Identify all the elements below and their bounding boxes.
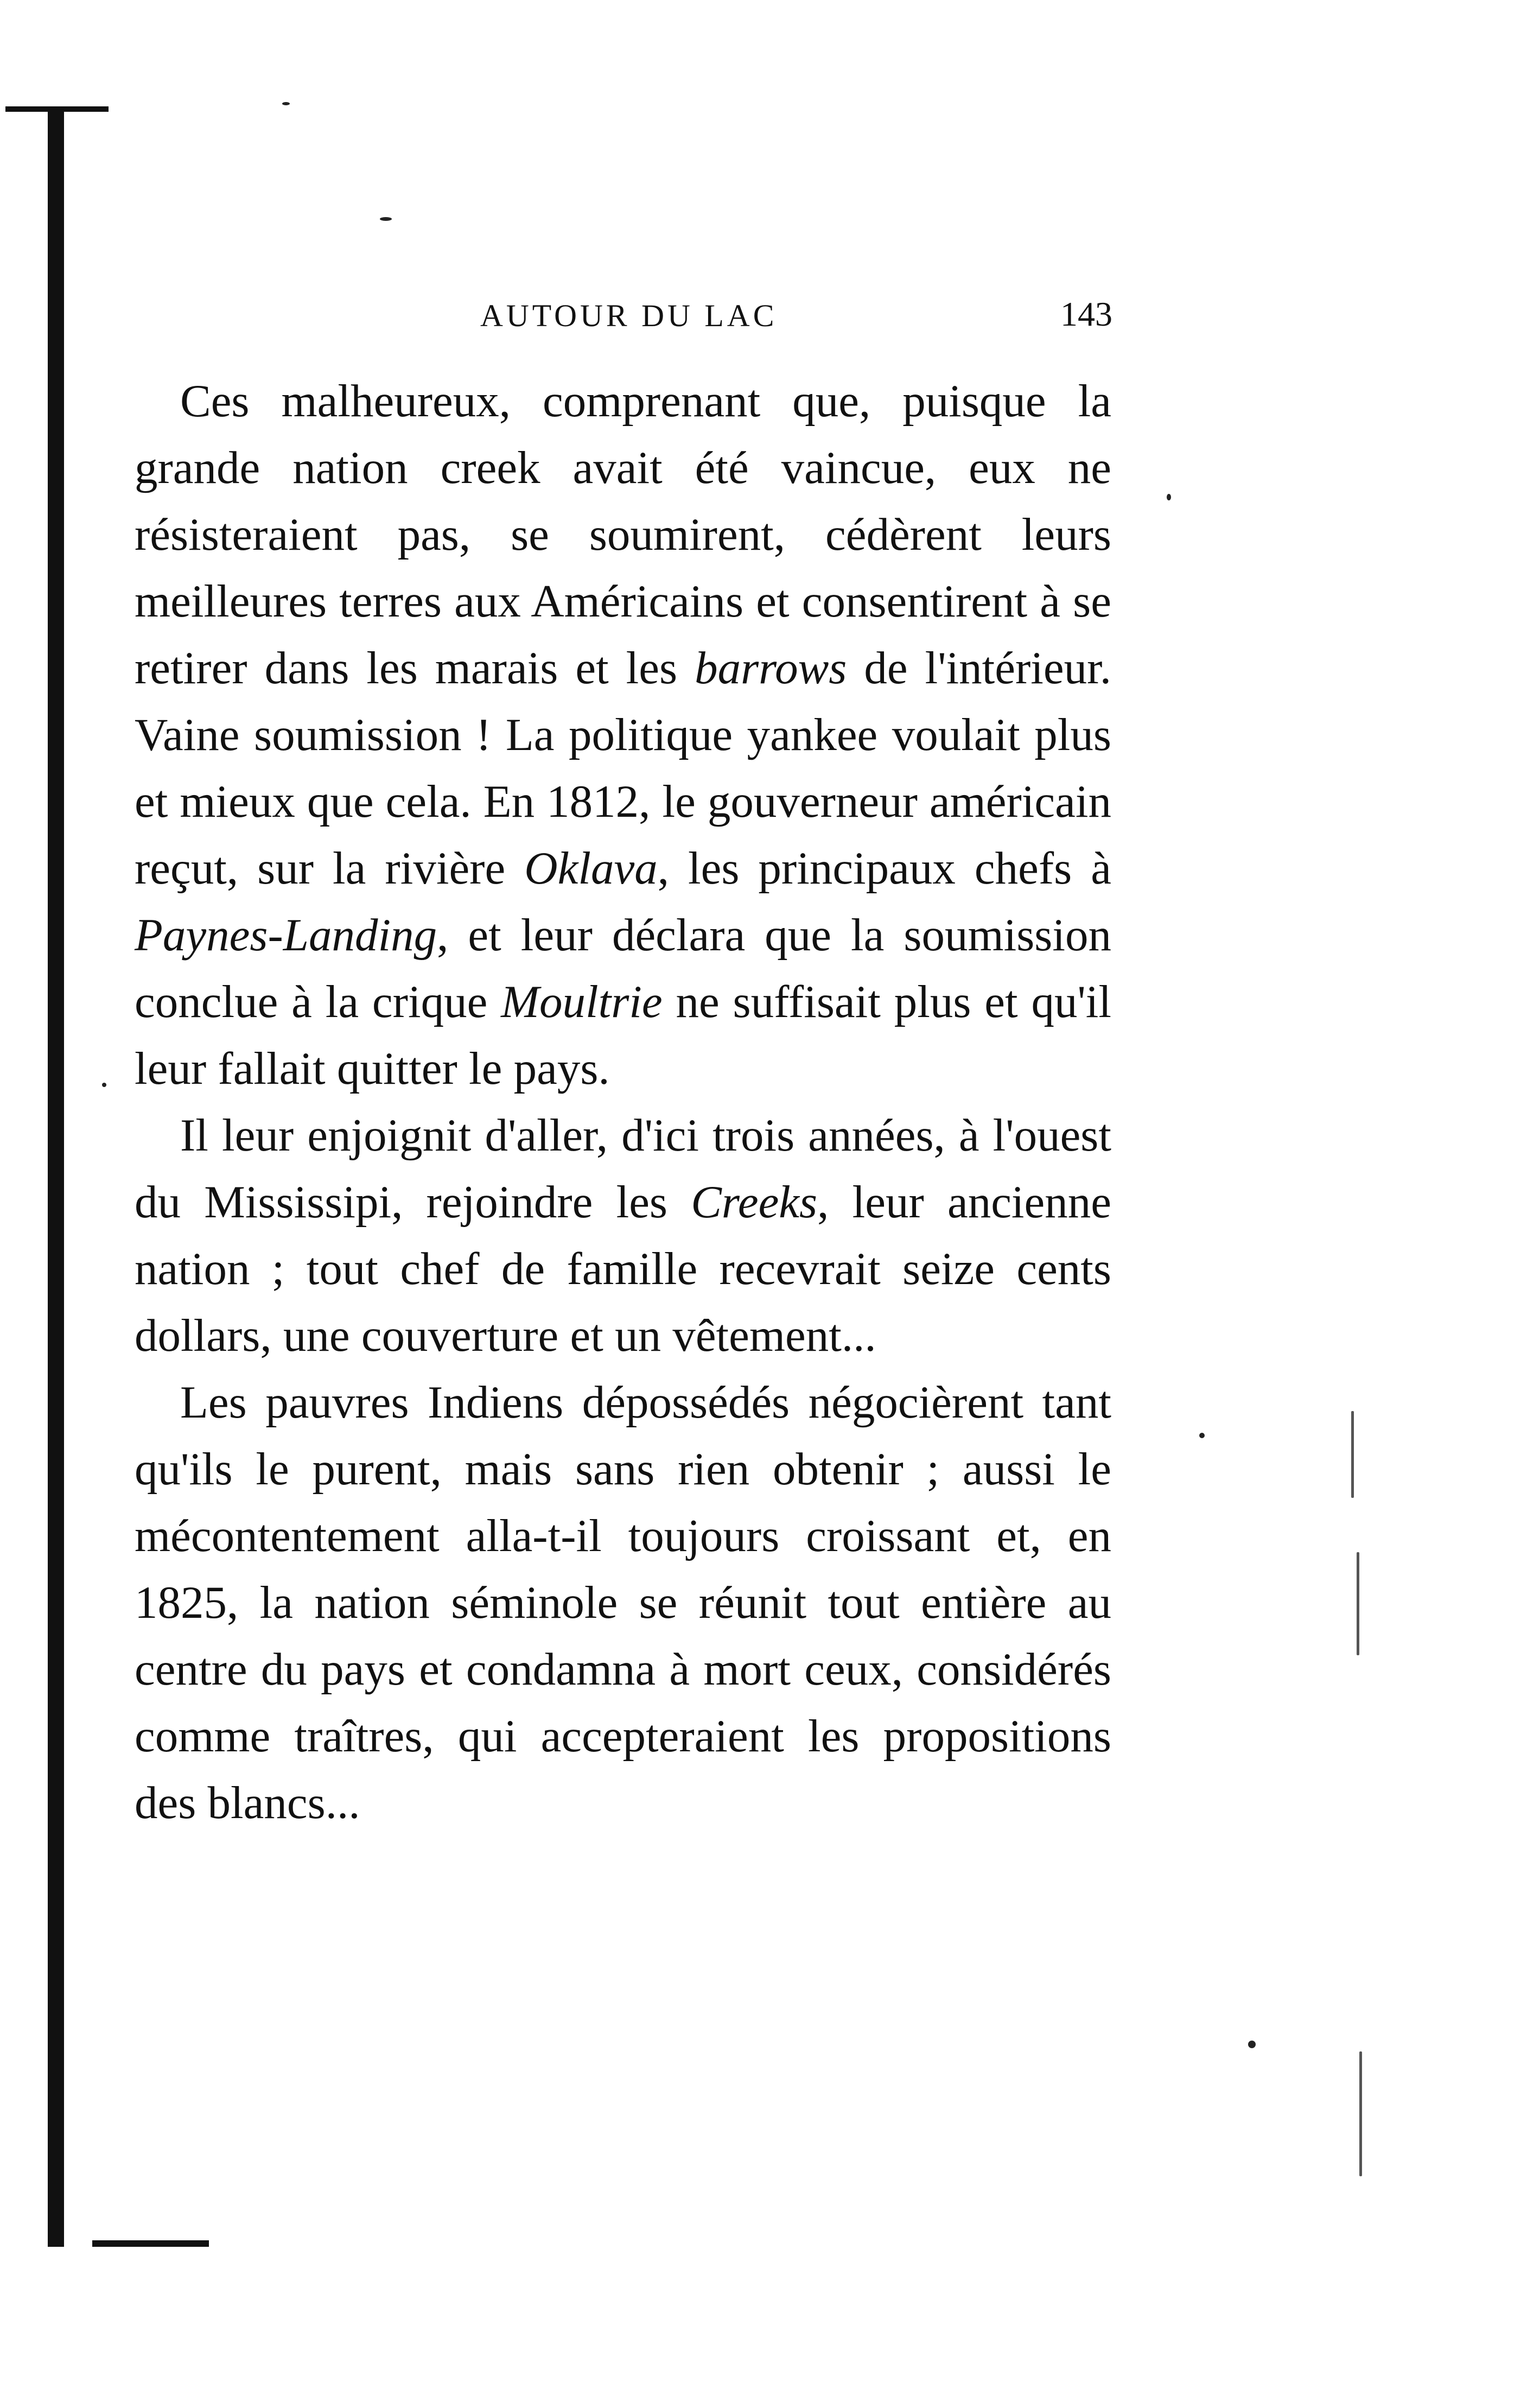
- italic-word: Oklava: [524, 843, 658, 894]
- scan-speck: [380, 217, 392, 221]
- binding-edge-shadow: [48, 109, 64, 2247]
- scan-speck: [1357, 1552, 1359, 1655]
- text-segment: de l'intérieur. Vaine soumission ! La politique yankee voulait plus et mieux que cela. En 1812, le gouverneur américain reçut, sur la rivière: [135, 643, 1111, 894]
- page-header: [133, 297, 1112, 341]
- text-segment: Les pauvres Indiens dépossédés négocièrent tant qu'ils le purent, mais sans rien obtenir ; aussi le mécontentement alla-t-il toujours croissant et, en 1825, la nation séminole se réunit tout entière au centre du pays et condamna à mort ceux, considérés comme traîtres, qui accepteraient les propositions des blancs...: [135, 1377, 1111, 1828]
- paragraph: [135, 1102, 1111, 1369]
- running-title: AUTOUR DU LAC: [480, 298, 778, 333]
- text-segment: Ces malheureux, comprenant que, puisque la grande nation creek avait été vaincue, eux ne résisteraient pas, se soumirent, cédèrent leurs meilleures terres aux Américains et consentirent à se retirer dans les marais et les: [135, 376, 1111, 694]
- scan-speck: [1359, 2051, 1362, 2176]
- paragraph: [135, 1369, 1111, 1837]
- body-text: [135, 368, 1111, 1837]
- binding-edge-top: [5, 106, 109, 112]
- italic-word: Moultrie: [501, 976, 663, 1027]
- scan-speck: [282, 102, 290, 105]
- scan-speck: [1351, 1411, 1354, 1498]
- italic-word: Paynes-Landing: [135, 910, 437, 961]
- italic-word: barrows: [695, 643, 847, 694]
- paragraph: [135, 368, 1111, 1102]
- text-segment: ne suffisait plus et qu'il leur fallait quitter le pays.: [135, 976, 1111, 1094]
- scan-speck: [1167, 494, 1171, 500]
- italic-word: Creeks: [691, 1177, 818, 1228]
- page-number: 143: [1060, 295, 1112, 333]
- scan-speck: [1199, 1433, 1205, 1438]
- text-segment: , leur ancienne nation ; tout chef de famille recevrait seize cents dollars, une couverture et un vêtement...: [135, 1177, 1111, 1361]
- text-segment: Il leur enjoignit d'aller, d'ici trois années, à l'ouest du Mississipi, rejoindre les: [135, 1110, 1111, 1228]
- binding-edge-bottom: [92, 2240, 209, 2247]
- text-segment: , les principaux chefs à: [657, 843, 1112, 894]
- text-segment: , et leur déclara que la soumission conclue à la crique: [135, 910, 1111, 1027]
- scan-speck: [102, 1083, 106, 1087]
- scan-speck: [1248, 2041, 1256, 2048]
